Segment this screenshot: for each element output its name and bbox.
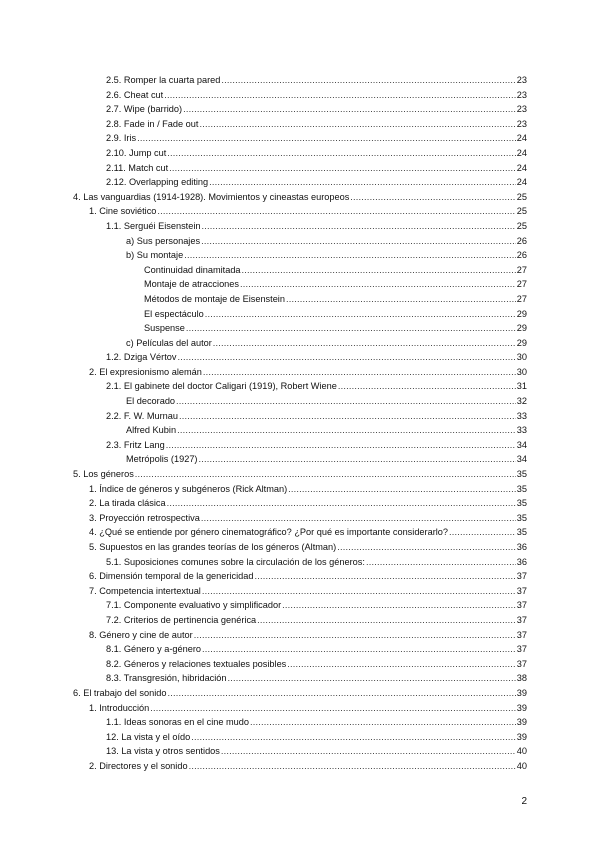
toc-entry-page: 26 [516,235,527,246]
dot-leader [189,759,516,774]
toc-entry-page: 40 [516,746,527,757]
toc-entry[interactable] [0,598,600,613]
toc-entry-page: 35 [516,512,527,523]
dot-leader [177,350,515,365]
dot-leader [202,219,516,234]
toc-entry-page: 27 [516,293,527,304]
dot-leader [137,131,516,146]
toc-entry[interactable] [0,365,600,380]
toc-entry-page: 39 [516,687,527,698]
dot-leader [191,730,515,745]
toc-entry[interactable] [0,336,600,351]
toc-entry[interactable] [0,175,600,190]
toc-entry-page: 24 [516,177,527,188]
toc-entry-title: 5.1. Suposiciones comunes sobre la circulación de los géneros: [106,556,365,567]
toc-entry[interactable] [0,759,600,774]
toc-entry[interactable] [0,292,600,307]
toc-entry[interactable] [0,569,600,584]
toc-entry-page: 36 [516,542,527,552]
dot-leader [201,511,516,526]
toc-entry-title: 1.1. Serguéi Eisenstein [106,220,201,231]
toc-entry-title: El decorado [126,396,176,407]
toc-entry[interactable] [0,555,600,570]
dot-leader [286,292,516,307]
dot-leader [240,277,516,292]
toc-entry-title: a) Sus personajes [126,235,201,246]
toc-entry-page: 37 [516,658,527,669]
dot-leader [166,438,516,453]
dot-leader [350,190,515,205]
toc-entry[interactable] [0,409,600,424]
toc-entry-page: 25 [516,220,527,231]
toc-entry-page: 32 [516,396,527,407]
dot-leader [194,628,516,643]
toc-entry-page: 37 [516,585,527,596]
toc-entry[interactable] [0,307,600,322]
toc-entry-title: 2. El expresionismo alemán [89,366,202,377]
dot-leader [209,175,516,190]
toc-entry-page: 37 [516,629,527,640]
dot-leader [203,365,516,380]
toc-entry-page: 24 [516,133,527,144]
toc-entry-page: 34 [516,439,527,450]
toc-entry-title: 1. Índice de géneros y subgéneros (Rick Altman) [89,483,288,494]
toc-entry-title: 8.2. Géneros y relaciones textuales posibles [106,658,287,669]
dot-leader [288,482,516,497]
toc-entry-title: 2.6. Cheat cut [106,89,164,100]
toc-entry-page: 27 [516,264,527,275]
toc-entry[interactable] [0,540,600,555]
toc-entry-page: 39 [516,731,527,742]
dot-leader [167,496,516,511]
toc-entry-page: 27 [516,279,527,290]
dot-leader [199,117,515,132]
dot-leader [179,409,516,424]
toc-entry[interactable] [0,248,600,263]
toc-entry-title: Métodos de montaje de Eisenstein [144,293,285,304]
toc-entry[interactable] [0,613,600,628]
toc-entry[interactable] [0,730,600,745]
toc-entry[interactable] [0,642,600,657]
toc-entry[interactable] [0,525,600,540]
dot-leader [337,540,516,555]
toc-entry-page: 29 [516,337,527,348]
toc-entry-title: Metrópolis (1927) [126,454,198,465]
toc-entry-title: 2. Directores y el sonido [89,760,188,771]
toc-entry[interactable] [0,423,600,438]
toc-entry[interactable] [0,511,600,526]
toc-entry-title: 4. Las vanguardias (1914-1928). Movimientos y cineastas europeos [73,191,350,202]
dot-leader [213,336,516,351]
dot-leader [150,701,515,716]
page-number: 2 [521,796,527,807]
toc-entry-title: 7.1. Componente evaluativo y simplificador [106,600,282,611]
toc-entry-title: El espectáculo [144,308,204,319]
toc-entry-page: 23 [516,75,527,85]
toc-entry[interactable] [0,117,600,132]
dot-leader [257,613,516,628]
toc-entry-page: 23 [516,89,527,100]
toc-entry[interactable] [0,686,600,701]
toc-entry-page: 39 [516,702,527,713]
toc-entry-page: 38 [516,673,527,684]
dot-leader [366,555,516,570]
toc-entry-title: 2.11. Match cut [106,162,169,173]
toc-entry-title: Suspense [144,323,185,334]
toc-entry-title: Alfred Kubin [126,425,177,436]
toc-entry-title: c) Películas del autor [126,337,212,348]
toc-entry[interactable] [0,234,600,249]
toc-entry[interactable] [0,482,600,497]
dot-leader [282,598,516,613]
toc-entry[interactable] [0,657,600,672]
toc-entry-page: 35 [516,483,527,494]
toc-entry-title: 1.2. Dziga Vértov [106,352,177,363]
toc-entry[interactable] [0,277,600,292]
toc-entry-title: 13. La vista y otros sentidos [106,746,220,757]
toc-entry-title: 1. Cine soviético [89,206,157,217]
toc-entry-title: 5. Supuestos en las grandes teorías de los géneros (Altman) [89,542,337,552]
toc-entry-page: 37 [516,571,527,582]
toc-entry-title: 2.9. Iris [106,133,137,144]
toc-entry-title: 3. Proyección retrospectiva [89,512,200,523]
toc-entry-title: 2. La tirada clásica [89,498,166,509]
dot-leader [202,584,516,599]
toc-entry-page: 31 [516,381,527,392]
toc-entry-page: 35 [516,469,527,480]
toc-entry-page: 36 [516,556,527,567]
toc-entry-title: 2.2. F. W. Murnau [106,410,178,421]
toc-entry[interactable] [0,671,600,686]
toc-entry-page: 24 [516,147,527,158]
toc-entry[interactable] [0,161,600,176]
toc-entry-title: 6. Dimensión temporal de la genericidad [89,571,254,582]
toc-entry-page: 33 [516,410,527,421]
toc-entry-page: 35 [516,498,527,509]
toc-entry[interactable] [0,584,600,599]
toc-entry[interactable] [0,715,600,730]
dot-leader [176,394,516,409]
toc-entry-title: 4. ¿Qué se entiende por género cinematográfico? ¿Por qué es importante considerarlo? [89,527,449,538]
toc-entry[interactable] [0,263,600,278]
toc-entry[interactable] [0,219,600,234]
dot-leader [202,642,516,657]
toc-entry-page: 40 [516,760,527,771]
dot-leader [201,234,516,249]
toc-entry-title: 8. Género y cine de autor [89,629,193,640]
toc-entry[interactable] [0,88,600,103]
toc-entry[interactable] [0,628,600,643]
toc-entry[interactable] [0,744,600,759]
toc-entry-page: 34 [516,454,527,465]
dot-leader [221,73,515,88]
dot-leader [205,307,516,322]
dot-leader [167,146,516,161]
toc-entry-title: 2.5. Romper la cuarta pared [106,75,221,85]
toc-entry[interactable] [0,102,600,117]
toc-entry-page: 23 [516,118,527,129]
dot-leader [449,525,516,540]
toc-entry-title: 1.1. Ideas sonoras en el cine mudo [106,717,250,728]
dot-leader [228,671,516,686]
toc-entry[interactable] [0,131,600,146]
toc-entry-page: 37 [516,644,527,655]
toc-entry[interactable] [0,146,600,161]
toc-entry-title: 7.2. Criterios de pertinencia genérica [106,614,257,625]
toc-entry-title: Montaje de atracciones [144,279,239,290]
toc-entry-page: 30 [516,366,527,377]
dot-leader [254,569,515,584]
toc-entry[interactable] [0,204,600,219]
toc-entry[interactable] [0,701,600,716]
dot-leader [338,379,516,394]
toc-entry-title: 2.10. Jump cut [106,147,167,158]
toc-entry-page: 29 [516,308,527,319]
toc-entry[interactable] [0,379,600,394]
toc-entry-title: 2.7. Wipe (barrido) [106,104,183,115]
toc-entry[interactable] [0,350,600,365]
table-of-contents [0,73,600,774]
dot-leader [167,686,515,701]
toc-entry-title: 8.3. Transgresión, hibridación [106,673,227,684]
toc-entry-page: 33 [516,425,527,436]
toc-entry[interactable] [0,190,600,205]
dot-leader [250,715,516,730]
toc-entry-page: 39 [516,717,527,728]
dot-leader [199,452,516,467]
toc-entry[interactable] [0,467,600,482]
toc-entry-title: 2.3. Fritz Lang [106,439,165,450]
dot-leader [221,744,516,759]
toc-entry-title: 7. Competencia intertextual [89,585,201,596]
toc-entry-title: 1. Introducción [89,702,150,713]
toc-entry-page: 29 [516,323,527,334]
toc-entry-title: 12. La vista y el oído [106,731,191,742]
toc-entry-page: 25 [516,191,527,202]
toc-entry-title: 2.8. Fade in / Fade out [106,118,199,129]
toc-entry-title: 5. Los géneros [73,469,134,480]
toc-entry[interactable] [0,452,600,467]
toc-entry-title: 2.1. El gabinete del doctor Caligari (1919), Robert Wiene [106,381,337,392]
toc-entry-title: 8.1. Género y a-género [106,644,201,655]
toc-entry[interactable] [0,73,600,88]
toc-entry-title: b) Su montaje [126,250,184,261]
toc-entry-page: 37 [516,600,527,611]
dot-leader [169,161,516,176]
toc-entry-title: 6. El trabajo del sonido [73,687,167,698]
dot-leader [287,657,515,672]
toc-entry[interactable] [0,496,600,511]
toc-entry-page: 37 [516,614,527,625]
dot-leader [183,102,516,117]
toc-entry[interactable] [0,394,600,409]
dot-leader [164,88,516,103]
toc-entry-page: 25 [516,206,527,217]
toc-entry-title: Continuidad dinamitada [144,264,241,275]
dot-leader [184,248,516,263]
toc-entry[interactable] [0,321,600,336]
dot-leader [135,467,516,482]
toc-entry-page: 30 [516,352,527,363]
toc-entry[interactable] [0,438,600,453]
dot-leader [157,204,515,219]
toc-entry-page: 26 [516,250,527,261]
toc-entry-page: 23 [516,104,527,115]
toc-entry-page: 24 [516,162,527,173]
dot-leader [177,423,516,438]
dot-leader [242,263,516,278]
toc-entry-title: 2.12. Overlapping editing [106,177,209,188]
toc-entry-page: 35 [516,527,527,538]
dot-leader [186,321,516,336]
